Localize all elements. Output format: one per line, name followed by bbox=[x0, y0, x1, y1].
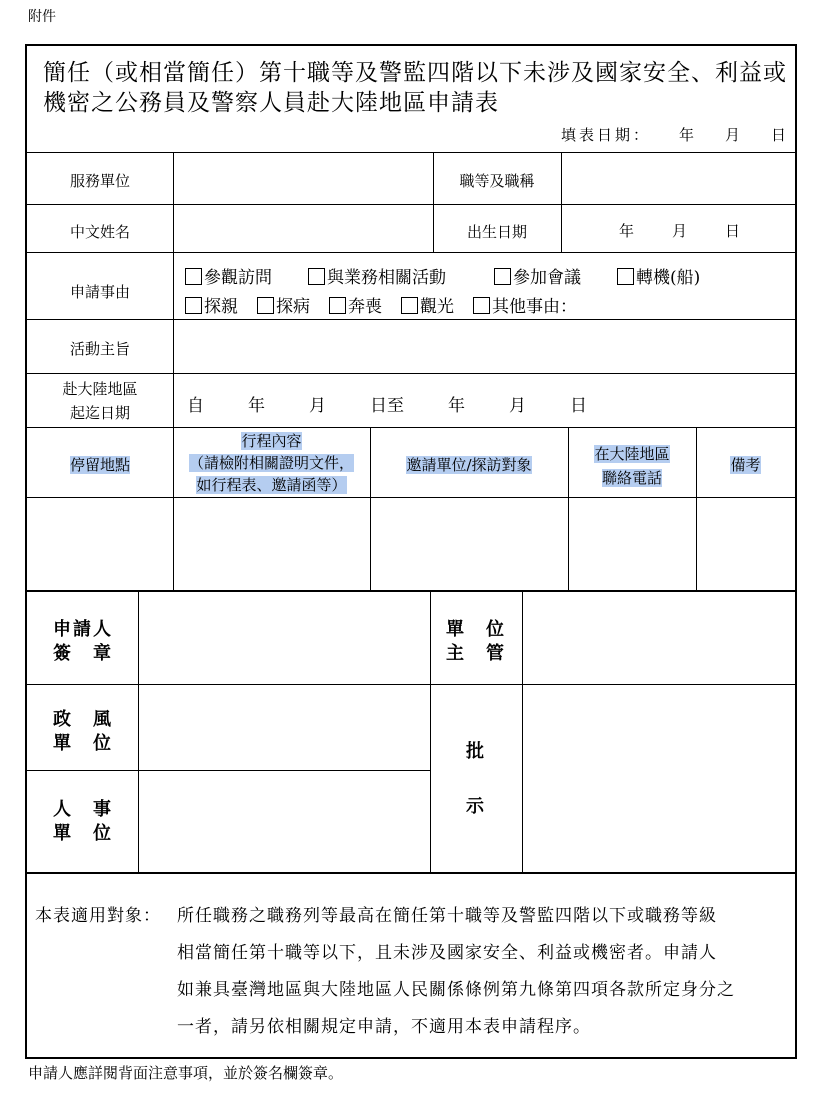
hr-line1: 人 事 bbox=[53, 799, 113, 820]
reason-option-label: 觀光 bbox=[420, 297, 454, 317]
remarks-text: 備考 bbox=[730, 456, 761, 474]
applicability-line1: 所任職務之職務列等最高在簡任第十職等及警監四階以下或職務等級 bbox=[177, 906, 717, 926]
divider bbox=[27, 684, 795, 685]
reason-option-label: 參觀訪問 bbox=[204, 268, 272, 288]
checkbox-icon bbox=[473, 297, 490, 314]
itinerary-content-line1: 行程內容 bbox=[241, 432, 302, 450]
divider bbox=[27, 204, 795, 205]
birth-month-unit: 月 bbox=[672, 222, 688, 240]
birth-day-unit: 日 bbox=[725, 222, 741, 240]
divider bbox=[696, 427, 697, 590]
supervisor-line1: 單 位 bbox=[446, 619, 506, 640]
checkbox-icon bbox=[308, 268, 325, 285]
stay-place-header bbox=[27, 454, 173, 475]
birth-date-label: 出生日期 bbox=[466, 223, 527, 241]
period-year1: 年 bbox=[248, 396, 265, 416]
inviter-field[interactable] bbox=[372, 499, 567, 589]
application-form bbox=[25, 44, 797, 1059]
checkbox-icon bbox=[185, 297, 202, 314]
checkbox-icon bbox=[617, 268, 634, 285]
application-reason-label: 申請事由 bbox=[69, 283, 130, 301]
chinese-name-field[interactable] bbox=[175, 206, 431, 250]
reason-option-transit[interactable] bbox=[617, 263, 700, 288]
period-year2: 年 bbox=[448, 396, 465, 416]
reason-option-other[interactable] bbox=[473, 292, 577, 317]
rank-title-field[interactable] bbox=[563, 154, 793, 202]
service-unit-label: 服務單位 bbox=[69, 172, 130, 190]
birth-date-field[interactable] bbox=[619, 220, 740, 241]
divider bbox=[27, 427, 795, 428]
fill-date-year: 年 bbox=[678, 126, 697, 144]
travel-period-field[interactable] bbox=[187, 391, 587, 416]
ethics-line1: 政 風 bbox=[53, 709, 113, 730]
mainland-phone-line2: 聯絡電話 bbox=[601, 469, 662, 487]
fill-date-label: 填表日期： bbox=[560, 126, 651, 144]
divider bbox=[561, 152, 562, 252]
divider bbox=[522, 590, 523, 872]
approval-label-line2: 示 bbox=[466, 796, 486, 817]
itinerary-content-line2: （請檢附相關證明文件， bbox=[188, 454, 354, 472]
applicant-signature-field[interactable] bbox=[140, 592, 429, 683]
unit-supervisor-field[interactable] bbox=[524, 592, 794, 683]
applicant-line2: 簽 章 bbox=[53, 643, 113, 664]
activity-purpose-field[interactable] bbox=[175, 321, 793, 371]
period-month1: 月 bbox=[309, 396, 326, 416]
reason-option-label: 其他事由： bbox=[492, 297, 577, 317]
period-month2: 月 bbox=[509, 396, 526, 416]
checkbox-icon bbox=[257, 297, 274, 314]
reason-option-label: 探病 bbox=[276, 297, 310, 317]
remarks-field[interactable] bbox=[698, 499, 794, 589]
reason-option-funeral[interactable] bbox=[329, 292, 382, 317]
reason-option-visit[interactable] bbox=[185, 263, 272, 288]
reason-option-label: 轉機(船) bbox=[636, 268, 701, 288]
reason-option-label: 奔喪 bbox=[348, 297, 382, 317]
divider bbox=[27, 152, 795, 153]
ethics-unit-field[interactable] bbox=[140, 686, 429, 769]
divider bbox=[370, 427, 371, 590]
divider bbox=[27, 373, 795, 374]
remarks-header bbox=[696, 454, 795, 475]
checkbox-icon bbox=[185, 268, 202, 285]
attachment-label: 附件 bbox=[28, 9, 56, 25]
checkbox-icon bbox=[494, 268, 511, 285]
itinerary-content-field[interactable] bbox=[175, 499, 369, 589]
checkbox-icon bbox=[401, 297, 418, 314]
fill-date-day: 日 bbox=[770, 126, 789, 144]
ethics-unit-label bbox=[53, 708, 113, 756]
approval-label-line1: 批 bbox=[466, 741, 486, 762]
reason-option-label: 探親 bbox=[204, 297, 238, 317]
inviter-text: 邀請單位/探訪對象 bbox=[406, 456, 532, 474]
mainland-phone-field[interactable] bbox=[570, 499, 695, 589]
supervisor-line2: 主 管 bbox=[446, 643, 506, 664]
unit-supervisor-label bbox=[446, 618, 506, 666]
divider bbox=[430, 590, 431, 872]
divider bbox=[138, 590, 139, 872]
period-day2: 日 bbox=[570, 396, 587, 416]
divider bbox=[27, 252, 795, 253]
travel-period-label-line1: 赴大陸地區 bbox=[62, 380, 138, 398]
reason-option-sick-visit[interactable] bbox=[257, 292, 310, 317]
reason-option-tourism[interactable] bbox=[401, 292, 454, 317]
applicability-label: 本表適用對象： bbox=[35, 906, 161, 926]
checkbox-icon bbox=[329, 297, 346, 314]
footnote: 申請人應詳閱背面注意事項，並於簽名欄簽章。 bbox=[28, 1064, 344, 1082]
itinerary-content-line3: 如行程表、邀請函等） bbox=[196, 476, 347, 494]
divider bbox=[27, 872, 795, 874]
itinerary-content-header bbox=[173, 430, 370, 496]
divider bbox=[27, 497, 795, 498]
birth-year-unit: 年 bbox=[619, 222, 635, 240]
inviter-header bbox=[370, 454, 568, 475]
rank-title-label: 職等及職稱 bbox=[459, 172, 535, 190]
chinese-name-label: 中文姓名 bbox=[69, 223, 130, 241]
reason-option-business[interactable] bbox=[308, 263, 446, 288]
fill-date-month: 月 bbox=[724, 126, 743, 144]
divider bbox=[27, 319, 795, 320]
reason-option-family-visit[interactable] bbox=[185, 292, 238, 317]
travel-period-label bbox=[27, 377, 173, 425]
stay-place-field[interactable] bbox=[29, 499, 172, 589]
hr-line2: 單 位 bbox=[53, 823, 113, 844]
period-day1-to: 日至 bbox=[370, 396, 404, 416]
applicability-line2: 相當簡任第十職等以下，且未涉及國家安全、利益或機密者。申請人 bbox=[177, 943, 717, 963]
hr-unit-field[interactable] bbox=[140, 772, 429, 871]
travel-period-label-line2: 起迄日期 bbox=[69, 404, 130, 422]
applicability-line3: 如兼具臺灣地區與大陸地區人民關係條例第九條第四項各款所定身分之 bbox=[177, 980, 735, 1000]
mainland-phone-line1: 在大陸地區 bbox=[594, 445, 670, 463]
ethics-line2: 單 位 bbox=[53, 733, 113, 754]
hr-unit-label bbox=[53, 798, 113, 846]
fill-date bbox=[561, 124, 789, 145]
approval-field[interactable] bbox=[524, 686, 794, 871]
applicant-line1: 申請人 bbox=[53, 619, 113, 640]
reason-option-conference[interactable] bbox=[494, 263, 581, 288]
activity-purpose-label: 活動主旨 bbox=[69, 340, 130, 358]
reason-option-label: 與業務相關活動 bbox=[327, 268, 446, 288]
mainland-phone-header bbox=[568, 442, 696, 490]
reason-option-label: 參加會議 bbox=[513, 268, 581, 288]
stay-place-text: 停留地點 bbox=[69, 456, 130, 474]
divider bbox=[27, 770, 430, 771]
form-title: 簡任（或相當簡任）第十職等及警監四階以下未涉及國家安全、利益或機密之公務員及警察人員赴大陸地區申請表 bbox=[43, 60, 787, 116]
service-unit-field[interactable] bbox=[175, 154, 431, 202]
applicability-line4: 一者，請另依相關規定申請，不適用本表申請程序。 bbox=[177, 1017, 591, 1037]
applicant-signature-label bbox=[53, 618, 113, 666]
period-from: 自 bbox=[187, 396, 204, 416]
